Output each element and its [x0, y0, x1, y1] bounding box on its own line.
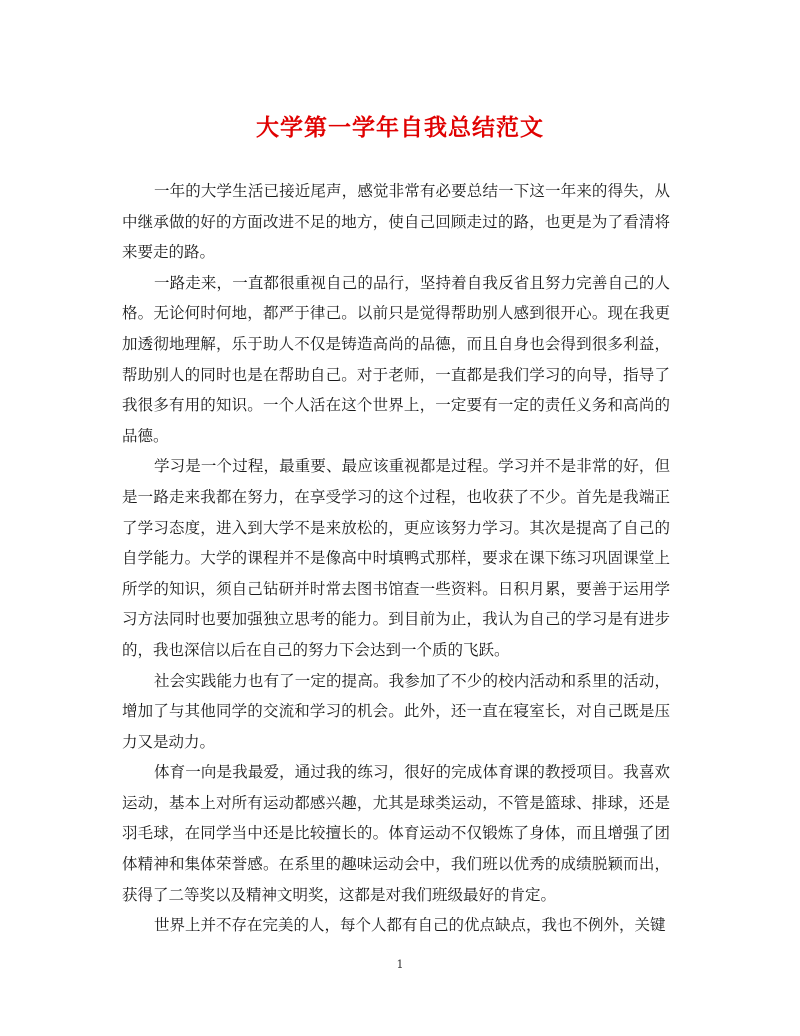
paragraph-1: 一年的大学生活已接近尾声，感觉非常有必要总结一下这一年来的得失，从中继承做的好的方面改进不足的地方，使自己回顾走过的路，也更是为了看清将来要走的路。 [122, 182, 670, 262]
paragraph-4: 社会实践能力也有了一定的提高。我参加了不少的校内活动和系里的活动，增加了与其他同学的交流和学习的机会。此外，还一直在寝室长，对自己既是压力又是动力。 [122, 671, 670, 751]
paragraph-6: 世界上并不存在完美的人，每个人都有自己的优点缺点，我也不例外，关键 [154, 916, 666, 935]
document-title: 大学第一学年自我总结范文 [256, 114, 544, 141]
paragraph-2: 一路走来，一直都很重视自己的品行，坚持着自我反省且努力完善自己的人格。无论何时何地，都严于律己。以前只是觉得帮助别人感到很开心。现在我更加透彻地理解，乐于助人不仅是铸造高尚的品德，而且自身也会得到很多利益，帮助别人的同时也是在帮助自己。对于老师，一直都是我们学习的向导，指导了我很多有用的知识。一个人活在这个世界上，一定要有一定的责任义务和高尚的品德。 [122, 273, 670, 445]
document-body [122, 176, 670, 941]
paragraph-5: 体育一向是我最爱，通过我的练习，很好的完成体育课的教授项目。我喜欢运动，基本上对所有运动都感兴趣，尤其是球类运动，不管是篮球、排球，还是羽毛球，在同学当中还是比较擅长的。体育运动不仅锻炼了身体，而且增强了团体精神和集体荣誉感。在系里的趣味运动会中，我们班以优秀的成绩脱颖而出，获得了二等奖以及精神文明奖，这都是对我们班级最好的肯定。 [122, 763, 670, 904]
paragraph-3: 学习是一个过程，最重要、最应该重视都是过程。学习并不是非常的好，但是一路走来我都在努力，在享受学习的这个过程，也收获了不少。首先是我端正了学习态度，进入到大学不是来放松的，更应该努力学习。其次是提高了自己的自学能力。大学的课程并不是像高中时填鸭式那样，要求在课下练习巩固课堂上所学的知识，须自己钻研并时常去图书馆查一些资料。日积月累，要善于运用学习方法同时也要加强独立思考的能力。到目前为止，我认为自己的学习是有进步的，我也深信以后在自己的努力下会达到一个质的飞跃。 [122, 457, 670, 659]
page-number: 1 [396, 958, 404, 971]
